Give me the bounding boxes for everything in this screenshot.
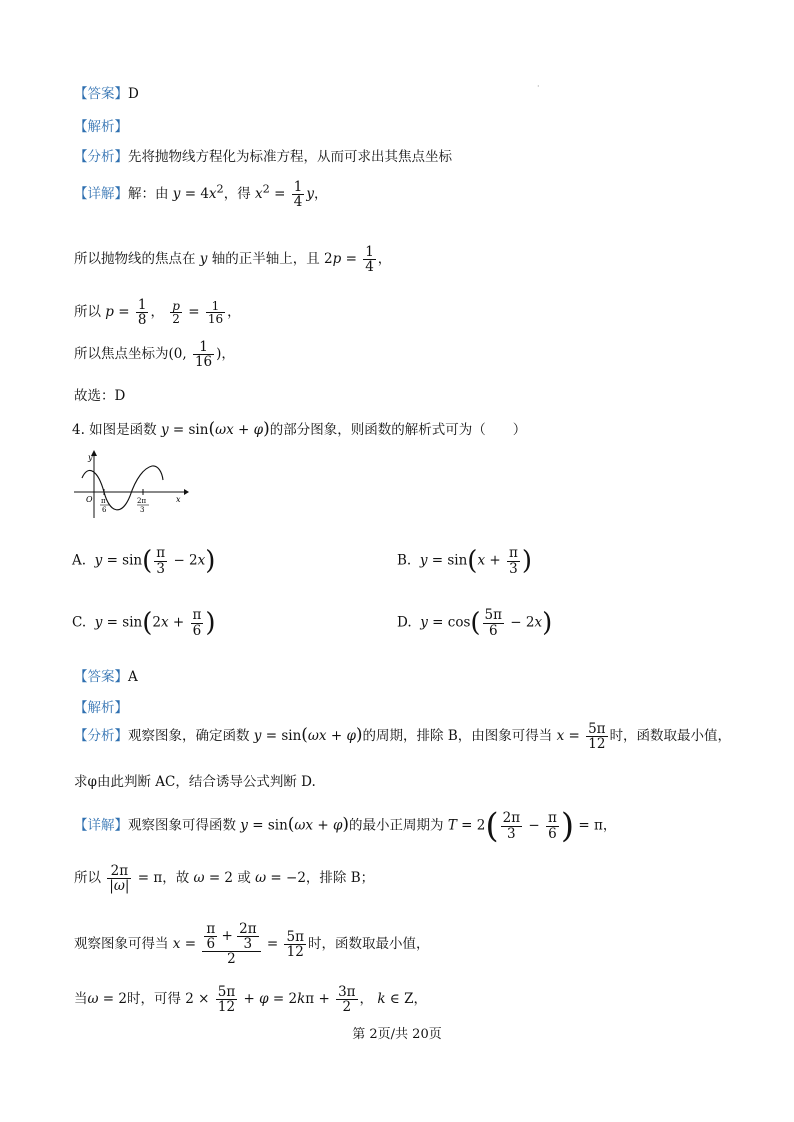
option-b-label: B. (397, 552, 412, 569)
answer-label: 【答案】 (74, 669, 128, 685)
fraction: $\frac{\pi}{3}$ (156, 545, 166, 577)
q3-conclusion: 故选：D (74, 388, 126, 404)
text: ，排除 B； (305, 870, 375, 887)
fenxi-text: 先将抛物线方程化为标准方程，从而可求出其焦点坐标 (128, 149, 452, 165)
fraction: $\frac{5\pi}{12}$ (286, 928, 304, 960)
q4-detail-line-1: 【详解】观察图象可得函数 y = sin(ωx + φ)的最小正周期为 T = 2( $\frac{2\pi}{3}$ − $\frac{\pi}{6}$ ) = π， (74, 806, 617, 846)
x-axis-arrow (184, 489, 189, 495)
fraction: $\frac{\pi}{6}$ (206, 921, 216, 953)
text: 所以 (74, 304, 101, 321)
text: ，故 (162, 870, 190, 887)
text: 观察图象可得当 (74, 935, 169, 952)
text: 4. 如图是函数 (72, 422, 157, 438)
text: 时，函数取最小值， (307, 935, 430, 952)
tick2-den: 3 (140, 506, 145, 514)
q4-detail-line-2: 所以 $\frac{2\pi}{|\omega|}$ = π，故 ω = 2 或 ω = −2，排除 B； (74, 863, 375, 895)
fraction: $\frac{1}{8}$ (137, 297, 147, 329)
text: ， (413, 991, 427, 1008)
stray-mark: · (537, 82, 540, 91)
fenxi-label: 【分析】 (74, 728, 128, 745)
q4-fenxi-line-2: 求φ由此判断 AC，结合诱导公式判断 D. (74, 774, 316, 790)
origin-label: O (86, 495, 93, 504)
xiangjie-label: 【详解】 (74, 186, 128, 203)
fraction: $\frac{5\pi}{12}$ (217, 984, 236, 1016)
text: 解：由 (128, 186, 169, 203)
text: 所以抛物线的焦点在 (74, 251, 196, 268)
fraction: $\frac{1}{4}$ (293, 179, 303, 211)
page-footer: 第 2页/共 20页 (352, 1027, 442, 1042)
text: 的周期，排除 B，由图象可得当 (362, 728, 553, 745)
fraction: $\frac{p}{2}$ (172, 298, 180, 327)
answer-label: 【答案】 (74, 86, 128, 102)
fenxi-label: 【分析】 (74, 149, 128, 165)
xiangjie-label: 【详解】 (74, 817, 128, 834)
text: 当 (74, 991, 88, 1008)
option-b[interactable]: B. y = sin(x + $\frac{\pi}{3}$ ) (397, 545, 533, 577)
answer-value: D (128, 86, 139, 102)
fraction: $\frac{1}{4}$ (365, 244, 374, 276)
tick2-num: 2π (137, 497, 147, 505)
fraction: $\frac{3\pi}{2}$ (338, 984, 356, 1016)
q3-jiexi-label: 【解析】 (74, 119, 128, 135)
compound-fraction: $\frac{\pi}{6}$ + $\frac{2\pi}{3}$ 2 (202, 922, 260, 967)
fraction: $\frac{\pi}{6}$ (547, 810, 557, 842)
text: ，得 (223, 186, 251, 203)
x-axis-label: x (176, 495, 181, 504)
option-c-label: C. (72, 614, 87, 631)
q3-answer-line (74, 82, 139, 102)
fraction: $\frac{5\pi}{6}$ (484, 607, 503, 639)
q4-detail-line-3: 观察图象可得当 x = $\frac{\pi}{6}$ + $\frac{2\pi}{3}$ 2 = $\frac{5\pi}{12}$ 时，函数取最小值， (74, 921, 430, 968)
q3-detail-line-3: 所以 p = $\frac{1}{8}$ ， $\frac{p}{2}$ = $\frac{1}{16}$ ， (74, 297, 241, 329)
text: 的最小正周期为 (349, 817, 444, 834)
q4-graph (72, 448, 190, 520)
fraction: $\frac{1}{16}$ (194, 339, 213, 371)
q4-jiexi-label: 【解析】 (74, 700, 128, 716)
fraction: $\frac{\pi}{3}$ (508, 545, 518, 577)
q3-detail-line-2: 所以抛物线的焦点在 y 轴的正半轴上，且 2p = $\frac{1}{4}$ ， (74, 244, 392, 276)
q4-stem: 4. 如图是函数 y = sin(ωx + φ)的部分图象，则函数的解析式可为（ ） (72, 419, 527, 439)
tick1-den: 6 (102, 506, 107, 514)
q4-fenxi-line-1: 【分析】观察图象，确定函数 y = sin(ωx + φ)的周期，排除 B，由图象可得当 x = $\frac{5\pi}{12}$ 时，函数取最小值， (74, 721, 732, 753)
text: 所以焦点坐标为 (74, 346, 169, 363)
tick1-num: π (101, 497, 106, 505)
y-axis-label: y (88, 453, 93, 462)
fraction: $\frac{1}{16}$ (207, 298, 224, 327)
fraction: $\frac{2\pi}{|\omega|}$ (109, 863, 130, 895)
text: 轴的正半轴上，且 (211, 251, 320, 268)
text: 的部分图象，则函数的解析式可为（ ） (269, 422, 527, 438)
answer-value: A (128, 669, 138, 685)
text: 所以 (74, 870, 101, 887)
option-a[interactable]: A. y = sin( $\frac{\pi}{3}$ − 2x) (72, 545, 216, 577)
q4-detail-line-4: 当ω = 2时，可得 2 × $\frac{5\pi}{12}$ + φ = 2kπ + $\frac{3\pi}{2}$ ， k ∈ Z， (74, 984, 427, 1016)
option-d[interactable]: D. y = cos( $\frac{5\pi}{6}$ − 2x) (397, 607, 553, 639)
text: 观察图象，确定函数 (128, 728, 250, 745)
text: 观察图象可得函数 (128, 817, 236, 834)
text: ， (359, 991, 374, 1008)
option-a-label: A. (72, 552, 87, 569)
fraction: $\frac{2\pi}{3}$ (239, 921, 257, 953)
q3-fenxi-line (74, 145, 452, 165)
text: 时，可得 (127, 991, 181, 1008)
option-c[interactable]: C. y = sin(2x + $\frac{\pi}{6}$ ) (72, 607, 216, 639)
text: 时，函数取最小值， (609, 728, 732, 745)
text: 或 (237, 870, 251, 887)
option-d-label: D. (397, 614, 412, 631)
q3-detail-line-4: 所以焦点坐标为(0, $\frac{1}{16}$ )， (74, 339, 235, 371)
q4-answer-line (74, 665, 138, 685)
fraction: $\frac{2\pi}{3}$ (502, 810, 521, 842)
fraction: $\frac{\pi}{6}$ (192, 607, 202, 639)
q3-detail-line-1: 【详解】解：由 $y = 4x^2$，得 $x^2$ = $\frac{1}{4}$ y， (74, 179, 328, 211)
fraction: $\frac{5\pi}{12}$ (588, 721, 606, 753)
